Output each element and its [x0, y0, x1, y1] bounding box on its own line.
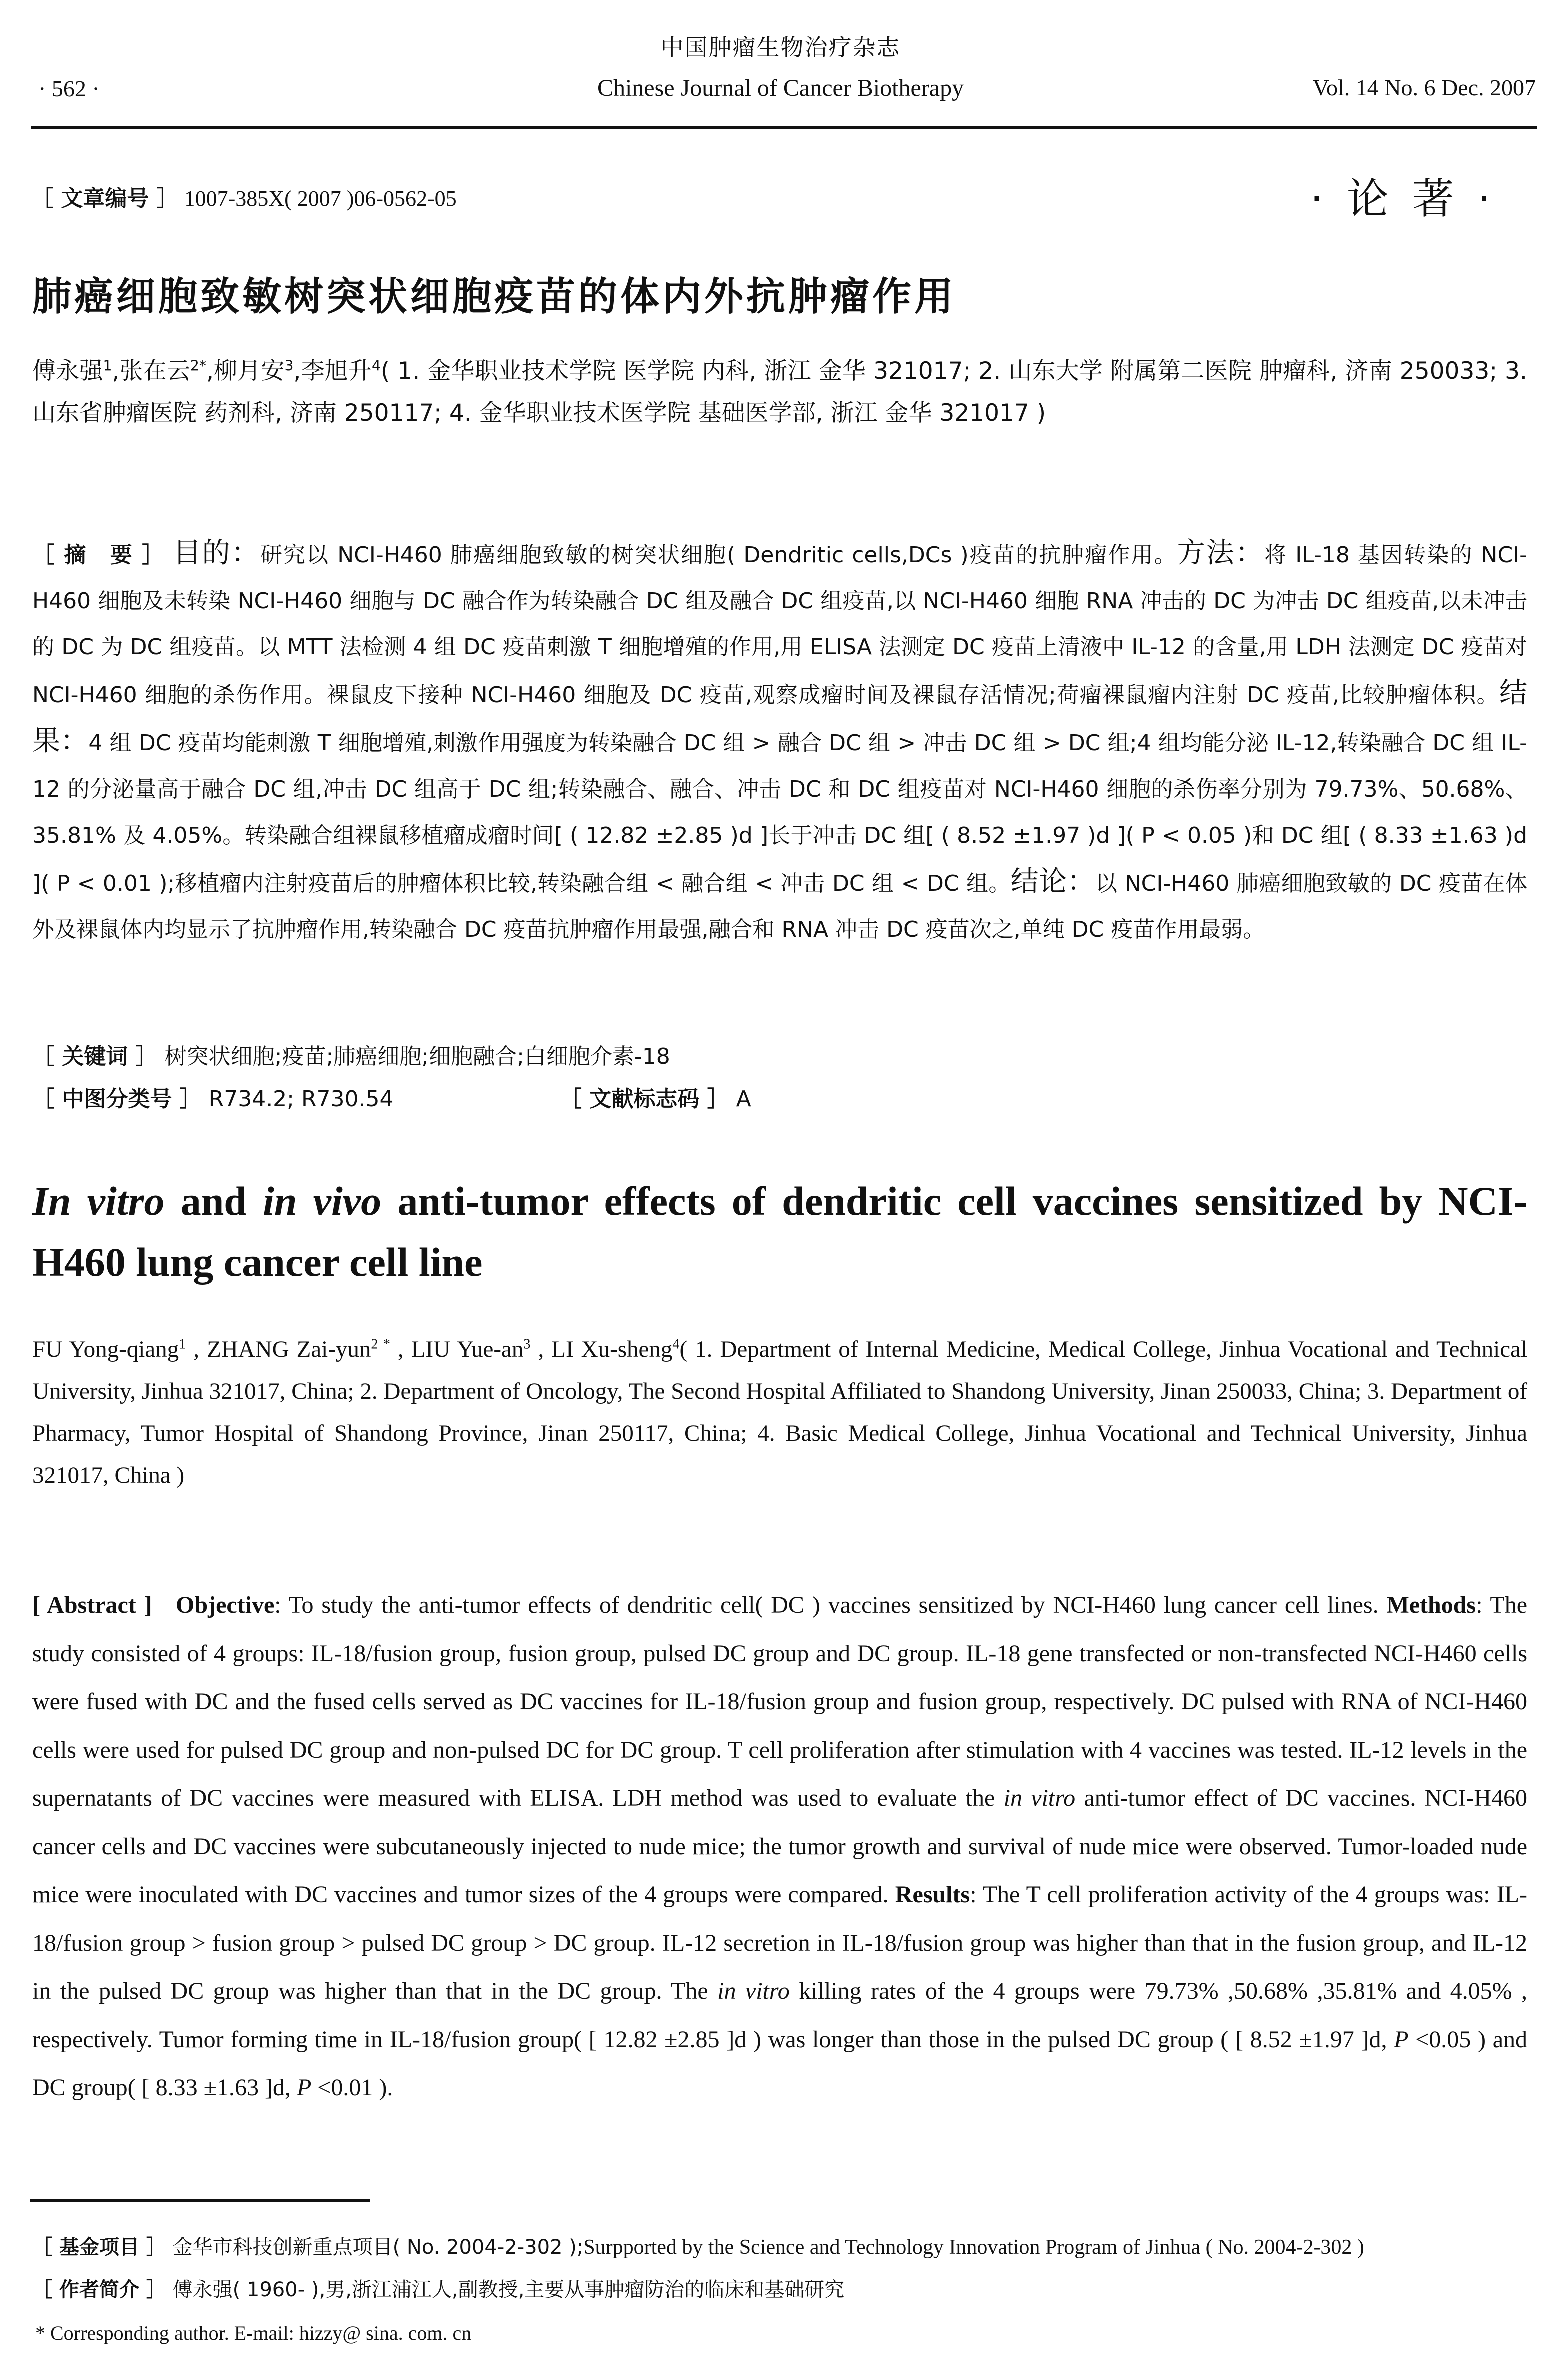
keywords	[32, 1038, 670, 1070]
footnote-divider	[30, 2199, 370, 2202]
title-en-text-1: and	[164, 1178, 263, 1224]
corresponding-author: * Corresponding author. E-mail: hizzy@ sina. com. cn	[35, 2322, 472, 2344]
article-number-label: ［ 文章编号 ］	[31, 186, 179, 211]
clc-value: R734.2; R730.54	[208, 1086, 394, 1112]
author-cn-1-sup: 1	[103, 357, 112, 374]
results-en-italic: in vitro	[717, 1978, 790, 2004]
results-en-label: Results	[895, 1881, 970, 1908]
author-en-1: FU Yong-qiang	[32, 1336, 179, 1362]
keywords-label: ［ 关键词 ］	[32, 1044, 158, 1069]
author-en-3-sup: 3	[523, 1336, 531, 1352]
funding-en: Surpported by the Science and Technology Innovation Program of Jinhua ( No. 2004-2-302 )	[583, 2236, 1364, 2259]
title-en-italic-1: In vitro	[32, 1178, 165, 1224]
objective-cn: 研究以 NCI-H460 肺癌细胞致敏的树突状细胞( Dendritic cells,DCs )疫苗的抗肿瘤作用。	[260, 542, 1177, 568]
p-value-2-symbol: P	[296, 2074, 312, 2101]
keywords-value: 树突状细胞;疫苗;肺癌细胞;细胞融合;白细胞介素-18	[164, 1044, 670, 1069]
author-en-2-sup: 2 *	[371, 1336, 390, 1352]
author-cn-4-sup: 4	[371, 357, 381, 374]
methods-en-2: anti-tumor effect of DC vaccines. NCI-H460 cancer cells and DC vaccines were subcutaneously injected to nude mice; the tumor growth and survival of nude mice were observed. Tumor-loaded nude mice were inoculated with DC vaccines and tumor sizes of the 4 groups were compared.	[32, 1785, 1527, 1908]
author-cn-2: ,张在云	[112, 357, 190, 385]
title-en-italic-2: in vivo	[263, 1178, 382, 1224]
article-number-value: 1007-385X( 2007 )06-0562-05	[184, 186, 457, 211]
methods-cn: 将 IL-18 基因转染的 NCI-H460 细胞及未转染 NCI-H460 细胞与 DC 融合作为转染融合 DC 组及融合 DC 组疫苗,以 NCI-H460 细胞 RNA 冲击的 DC 为冲击 DC 组疫苗,以未冲击的 DC 为 DC 组疫苗。以 MTT 法检测 4 组 DC 疫苗刺激 T 细胞增殖的作用,用 ELISA 法测定 DC 疫苗上清液中 IL-12 的含量,用 LDH 法测定 DC 疫苗对 NCI-H460 细胞的杀伤作用。裸鼠皮下接种 NCI-H460 细胞及 DC 疫苗,观察成瘤时间及裸鼠存活情况;荷瘤裸鼠瘤内注射 DC 疫苗,比较肿瘤体积。	[32, 542, 1528, 708]
authors-cn	[32, 350, 1527, 434]
abstract-cn-label: ［ 摘 要 ］	[32, 542, 165, 568]
title-en	[32, 1171, 1527, 1293]
objective-cn-label: 目的：	[173, 537, 260, 569]
doc-code-label: ［ 文献标志码 ］	[560, 1086, 729, 1112]
results-en-3: <0.05 ) and DC group( [ 8.33 ±1.63 ]d,	[32, 2026, 1528, 2101]
author-en-4-sup: 4	[672, 1336, 680, 1352]
author-bio	[32, 2274, 844, 2302]
author-bio-label: ［ 作者简介 ］	[32, 2278, 166, 2301]
objective-en: : To study the anti-tumor effects of dendritic cell( DC ) vaccines sensitized by NCI-H460 lung cancer cell lines.	[274, 1592, 1387, 1618]
methods-en-1: : The study consisted of 4 groups: IL-18/fusion group, fusion group, pulsed DC group and DC group. IL-18 gene transfected or non-transfected NCI-H460 cells were fused with DC and the fused cells served as DC vaccines for IL-18/fusion group and fusion group, respectively. DC pulsed with RNA of NCI-H460 cells were used for pulsed DC group and non-pulsed DC for DC group. T cell proliferation after stimulation with 4 vaccines was tested. IL-12 levels in the supernatants of DC vaccines were measured with ELISA. LDH method was used to evaluate the	[32, 1592, 1528, 1811]
conclusion-cn: 以 NCI-H460 肺癌细胞致敏的 DC 疫苗在体外及裸鼠体内均显示了抗肿瘤作用,转染融合 DC 疫苗抗肿瘤作用最强,融合和 RNA 冲击 DC 疫苗次之,单纯 DC 疫苗作用最弱。	[32, 871, 1528, 942]
doc-code-value: A	[736, 1086, 751, 1112]
author-en-1-sup: 1	[179, 1336, 186, 1352]
results-en-4: <0.01 ).	[311, 2074, 393, 2101]
affiliations-cn: ( 1. 金华职业技术学院 医学院 内科, 浙江 金华 321017; 2. 山东大学 附属第二医院 肿瘤科, 济南 250033; 3. 山东省肿瘤医院 药剂科, 济南 250117; 4. 金华职业技术医学院 基础医学部, 浙江 金华 321017 )	[32, 357, 1527, 427]
article-category: · 论 著 ·	[1310, 174, 1496, 223]
methods-en-label: Methods	[1386, 1592, 1476, 1618]
funding-label: ［ 基金项目 ］	[32, 2236, 166, 2259]
author-cn-2-sup: 2*	[190, 357, 206, 374]
author-cn-1: 傅永强	[32, 357, 103, 385]
author-en-2: , ZHANG Zai-yun	[186, 1336, 371, 1362]
author-bio-text: 傅永强( 1960- ),男,浙江浦江人,副教授,主要从事肿瘤防治的临床和基础研究	[172, 2278, 845, 2301]
abstract-cn	[32, 530, 1527, 953]
results-en-2: killing rates of the 4 groups were 79.73% ,50.68% ,35.81% and 4.05% , respectively. Tumor forming time in IL-18/fusion group( [ 12.82 ±2.85 ]d ) was longer than those in the pulsed DC group ( [ 8.52 ±1.97 ]d,	[32, 1978, 1527, 2053]
abstract-en-label: [ Abstract ]	[32, 1592, 152, 1618]
funding-cn: 金华市科技创新重点项目( No. 2004-2-302 );	[172, 2236, 584, 2259]
header-divider	[31, 126, 1537, 129]
methods-cn-label: 方法：	[1177, 537, 1265, 569]
journal-title-cn: 中国肿瘤生物治疗杂志	[660, 34, 901, 61]
volume-issue: Vol. 14 No. 6 Dec. 2007	[1312, 75, 1536, 100]
conclusion-cn-label: 结论：	[1010, 865, 1095, 898]
classification	[32, 1081, 751, 1113]
clc-label: ［ 中图分类号 ］	[32, 1086, 202, 1112]
journal-title-en: Chinese Journal of Cancer Biotherapy	[597, 75, 964, 101]
objective-en-label: Objective	[176, 1592, 275, 1618]
authors-en	[32, 1328, 1527, 1496]
article-number	[31, 180, 457, 212]
results-cn: 4 组 DC 疫苗均能刺激 T 细胞增殖,刺激作用强度为转染融合 DC 组 > 融合 DC 组 > 冲击 DC 组 > DC 组;4 组均能分泌 IL-12,转染融合 DC 组 IL-12 的分泌量高于融合 DC 组,冲击 DC 组高于 DC 组;转染融合、融合、冲击 DC 和 DC 组疫苗对 NCI-H460 细胞的杀伤率分别为 79.73%、50.68%、35.81% 及 4.05%。转染融合组裸鼠移植瘤成瘤时间[ ( 12.82 ±2.85 )d ]长于冲击 DC 组[ ( 8.52 ±1.97 )d ]( P < 0.05 )和 DC 组[ ( 8.33 ±1.63 )d ]( P < 0.01 );移植瘤内注射疫苗后的肿瘤体积比较,转染融合组 < 融合组 < 冲击 DC 组 < DC 组。	[32, 730, 1528, 896]
author-en-4: , LI Xu-sheng	[530, 1336, 673, 1362]
funding	[32, 2231, 1532, 2260]
document-code	[560, 1081, 751, 1113]
author-en-3: , LIU Yue-an	[390, 1336, 524, 1362]
results-cn-label: 结果：	[32, 677, 1527, 757]
title-cn: 肺癌细胞致敏树突状细胞疫苗的体内外抗肿瘤作用	[32, 274, 957, 319]
author-cn-4: ,李旭升	[293, 357, 372, 385]
abstract-en	[32, 1581, 1527, 2112]
affiliations-en: ( 1. Department of Internal Medicine, Medical College, Jinhua Vocational and Technical University, Jinhua 321017, China; 2. Department of Oncology, The Second Hospital Affiliated to Shandong University, Jinan 250033, China; 3. Department of Pharmacy, Tumor Hospital of Shandong Province, Jinan 250117, China; 4. Basic Medical College, Jinhua Vocational and Technical University, Jinhua 321017, China )	[32, 1336, 1527, 1488]
author-cn-3-sup: 3	[284, 357, 294, 374]
results-en-1: : The T cell proliferation activity of the 4 groups was: IL-18/fusion group > fusion group > pulsed DC group > DC group. IL-12 secretion in IL-18/fusion group was higher than that in the fusion group, and IL-12 in the pulsed DC group was higher than that in the DC group. The	[32, 1881, 1527, 2004]
methods-en-italic: in vitro	[1003, 1785, 1076, 1811]
p-value-1-symbol: P	[1394, 2026, 1409, 2053]
page-number: · 562 ·	[38, 76, 100, 101]
author-cn-3: ,柳月安	[206, 357, 285, 385]
title-en-text-2: anti-tumor effects of dendritic cell vaccines sensitized by NCI-H460 lung cancer cell line	[32, 1178, 1528, 1285]
